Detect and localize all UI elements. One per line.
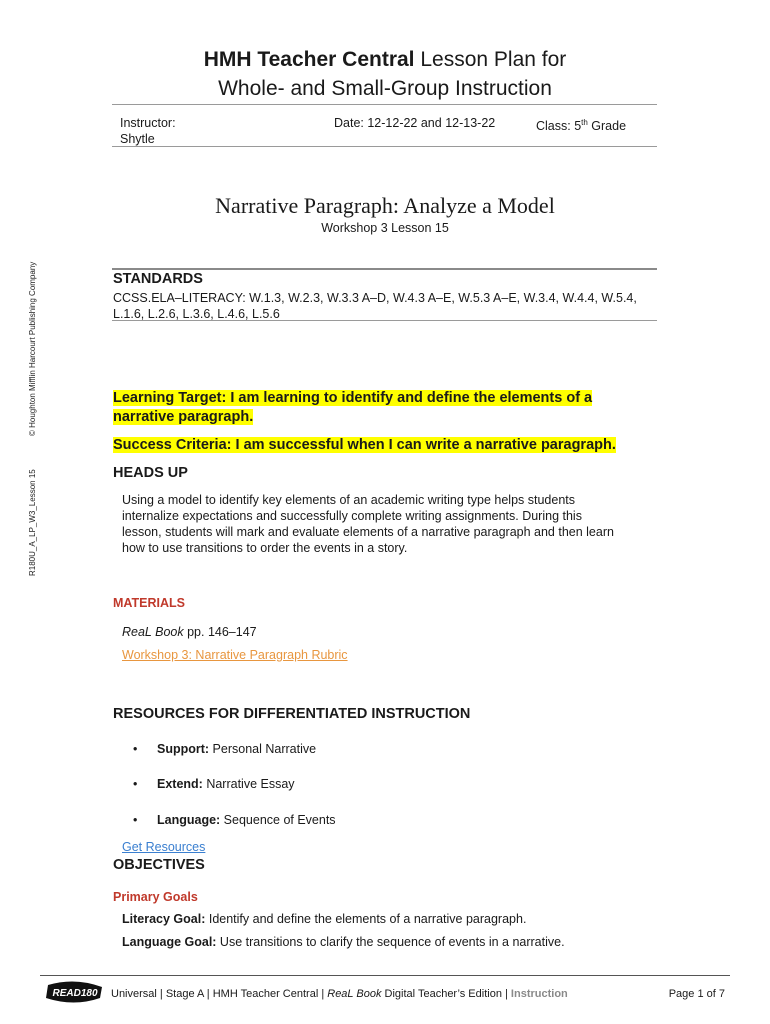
- page-number: Page 1 of 7: [668, 988, 725, 1000]
- date-text: Date: 12-12-22 and 12-13-22: [334, 116, 496, 130]
- standards-line-2: L.1.6, L.2.6, L.3.6, L.4.6, L.5.6: [113, 307, 280, 321]
- bullet-icon: •: [133, 813, 138, 827]
- footer-text: Universal | Stage A | HMH Teacher Central | ReaL Book Digital Teacher’s Edition | Instruction: [111, 988, 568, 1000]
- page-title-line2: Whole- and Small-Group Instruction: [218, 77, 552, 100]
- get-resources-link[interactable]: Get Resources: [122, 840, 206, 854]
- heads-up-heading: HEADS UP: [113, 465, 188, 481]
- standards-rule-top: [112, 268, 657, 270]
- instructor-label: Instructor:: [120, 116, 176, 130]
- standards-heading: STANDARDS: [113, 271, 203, 287]
- heads-up-line-3: lesson, students will mark and evaluate elements of a narrative paragraph and then learn: [122, 525, 614, 539]
- header-rule-top: [112, 104, 657, 105]
- header-rule-bottom: [112, 146, 657, 147]
- bullet-icon: •: [133, 742, 138, 756]
- bullet-icon: •: [133, 777, 138, 791]
- copyright-side-text: © Houghton Mifflin Harcourt Publishing Company: [28, 261, 37, 436]
- svg-text:READ180: READ180: [52, 988, 98, 999]
- heads-up-line-1: Using a model to identify key elements of an academic writing type helps students: [122, 493, 576, 507]
- heads-up-line-4: how to use transitions to order the events in a story.: [122, 541, 408, 555]
- title-brand: HMH Teacher Central: [203, 48, 415, 71]
- learning-target: Learning Target: I am learning to identify and define the elements of a: [113, 390, 593, 406]
- heads-up-line-2: internalize expectations and successfully complete writing assignments. During this: [122, 509, 582, 523]
- success-criteria: Success Criteria: I am successful when I can write a narrative paragraph.: [113, 437, 616, 453]
- class-text: Class: 5th Grade: [536, 118, 627, 134]
- objectives-heading: OBJECTIVES: [113, 857, 205, 873]
- footer-rule: [40, 975, 730, 976]
- document-code-side-text: R180U_A_LP_W3_Lesson 15: [28, 469, 37, 576]
- learning-target-line2: narrative paragraph.: [113, 409, 254, 425]
- standards-line-1: CCSS.ELA–LITERACY: W.1.3, W.2.3, W.3.3 A–D, W.4.3 A–E, W.5.3 A–E, W.3.4, W.4.4, W.5.4,: [113, 291, 637, 305]
- page-title: [0, 46, 770, 74]
- lesson-title: Narrative Paragraph: Analyze a Model: [215, 193, 555, 218]
- materials-book: ReaL Book pp. 146–147: [122, 625, 257, 639]
- standards-rule-bottom: [112, 320, 657, 321]
- literacy-goal: Literacy Goal: Identify and define the elements of a narrative paragraph.: [122, 912, 527, 926]
- title-rest: Lesson Plan for: [414, 48, 567, 71]
- read180-logo-icon: [44, 981, 106, 1003]
- instructor-name: Shytle: [120, 132, 155, 146]
- lesson-subtitle: Workshop 3 Lesson 15: [321, 221, 449, 235]
- materials-heading: MATERIALS: [113, 596, 185, 610]
- resources-heading: RESOURCES FOR DIFFERENTIATED INSTRUCTION: [113, 706, 471, 722]
- language-goal: Language Goal: Use transitions to clarify the sequence of events in a narrative.: [122, 935, 565, 949]
- primary-goals-heading: Primary Goals: [113, 890, 198, 904]
- rubric-link[interactable]: Workshop 3: Narrative Paragraph Rubric: [122, 648, 348, 662]
